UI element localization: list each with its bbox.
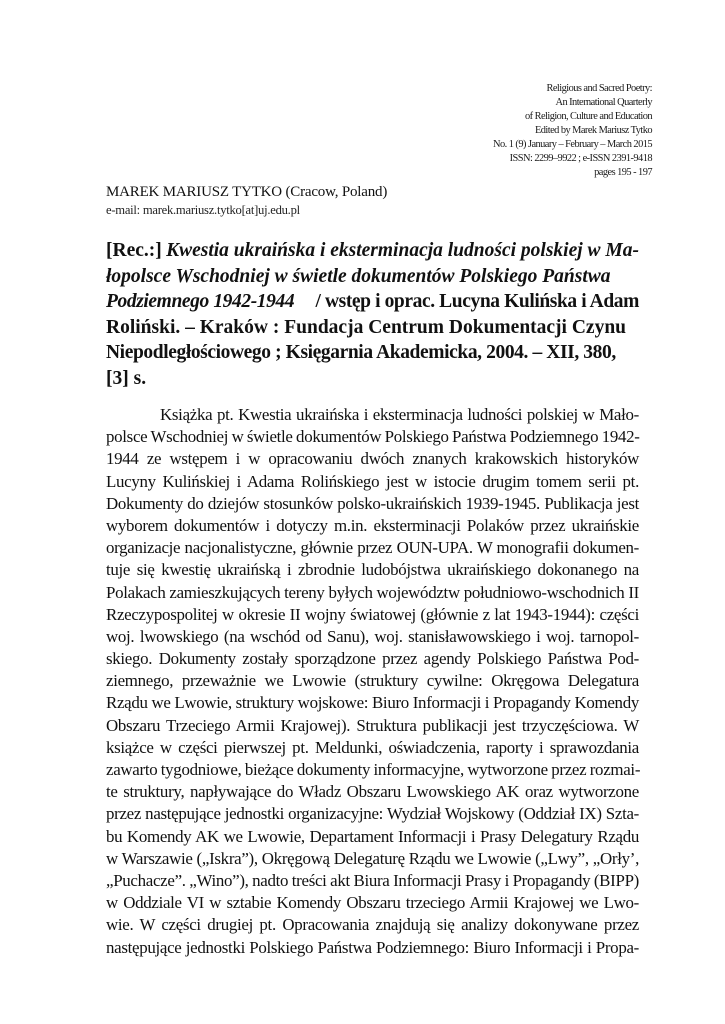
title-italic-text: łopolsce Wschodniej w świetle dokumentów Polskiego Państwa	[106, 265, 611, 287]
body-line: w Oddziale VI w sztabie Komendy Obszaru trzeciego Armii Krajowej we Lwo-	[106, 893, 639, 913]
body-line: 1944 ze wstępem i w opracowaniu dwóch znanych krakowskich historyków	[106, 449, 639, 469]
title-line	[106, 264, 639, 290]
title-italic-text: Podziemnego 1942-1944	[106, 291, 295, 313]
body-line: Lucyny Kulińskiej i Adama Rolińskiego jest w istocie drugim tomem serii pt.	[106, 471, 639, 491]
title-line	[106, 366, 639, 392]
title-text: Niepodległościowego ; Księgarnia Akademicka, 2004. – XII, 380,	[106, 342, 616, 364]
body-line: Obszaru Trzeciego Armii Krajowej). Struktura publikacji jest trzyczęściowa. W	[106, 715, 639, 735]
review-body	[106, 404, 639, 959]
body-line: książce w części pierwszej pt. Meldunki, oświadczenia, raporty i sprawozdania	[106, 737, 639, 757]
title-text: Roliński. – Kraków : Fundacja Centrum Dokumentacji Czynu	[106, 316, 627, 338]
title-line	[106, 340, 639, 366]
journal-header-line: pages 195 - 197	[594, 167, 652, 178]
body-line: Rzeczypospolitej w okresie II wojny światowej (głównie z lat 1943-1944): części	[106, 604, 639, 624]
body-line: bu Komendy AK we Lwowie, Departament Informacji i Prasy Delegatury Rządu	[106, 826, 639, 846]
title-line	[106, 289, 639, 315]
journal-header-line: Edited by Marek Mariusz Tytko	[534, 125, 652, 136]
body-line: przez następujące jednostki organizacyjne: Wydział Wojskowy (Oddział IX) Szta-	[106, 804, 639, 824]
journal-header-line: ISSN: 2299–9922 ; e-ISSN 2391-9418	[509, 153, 652, 164]
title-text: [3] s.	[106, 367, 147, 389]
journal-header	[322, 82, 652, 180]
review-title	[106, 238, 639, 392]
title-line	[106, 238, 639, 264]
author-name: MAREK MARIUSZ TYTKO (Cracow, Poland)	[106, 184, 388, 200]
body-line: te struktury, napływające do Władz Obszaru Lwowskiego AK oraz wytworzone	[106, 782, 639, 802]
body-line: Dokumenty do dziejów stosunków polsko-ukraińskich 1939-1945. Publikacja jest	[106, 493, 639, 513]
author-email: e-mail: marek.mariusz.tytko[at]uj.edu.pl	[106, 203, 300, 217]
body-line: skiego. Dokumenty zostały sporządzone przez agendy Polskiego Państwa Pod-	[106, 649, 639, 669]
body-line: wyborem dokumentów i dotyczy m.in. eksterminacji Polaków przez ukraińskie	[106, 515, 639, 535]
body-line: Rządu we Lwowie, struktury wojskowe: Biuro Informacji i Propagandy Komendy	[106, 693, 639, 713]
title-text: / wstęp i oprac. Lucyna Kulińska i Adam	[315, 291, 639, 313]
body-line: zawarto tygodniowe, bieżące dokumenty informacyjne, wytworzone przez rozmai-	[106, 760, 641, 779]
title-line	[106, 315, 639, 341]
journal-header-line: Religious and Sacred Poetry:	[546, 83, 652, 94]
title-prefix: [Rec.:]	[106, 240, 162, 261]
body-line: następujące jednostki Polskiego Państwa Podziemnego: Biuro Informacji i Propa-	[106, 937, 639, 957]
journal-header-line: No. 1 (9) January – February – March 2015	[493, 139, 652, 150]
body-line: tuje się kwestię ukraińską i zbrodnie ludobójstwa ukraińskiego dokonanego na	[106, 560, 639, 580]
body-line: woj. lwowskiego (na wschód od Sanu), woj. stanisławowskiego i woj. tarnopol-	[106, 626, 639, 646]
body-line: Polakach zamieszkujących tereny byłych województw południowo-wschodnich II	[106, 582, 639, 602]
journal-header-line: of Religion, Culture and Education	[524, 111, 652, 122]
body-line: „Puchacze”. „Wino”), nadto treści akt Biura Informacji Prasy i Propagandy (BIPP)	[106, 870, 639, 890]
body-line: organizacje nacjonalistyczne, głównie przez OUN-UPA. W monografii dokumen-	[106, 538, 639, 558]
body-line: polsce Wschodniej w świetle dokumentów Polskiego Państwa Podziemnego 1942-	[106, 427, 640, 447]
journal-header-line: An International Quarterly	[555, 97, 652, 108]
body-line: ziemnego, przeważnie we Lwowie (struktury cywilne: Okręgowa Delegatura	[106, 671, 639, 691]
body-line: w Warszawie („Iskra”), Okręgową Delegaturę Rządu we Lwowie („Lwy”, „Orły’,	[106, 848, 639, 868]
body-line: wie. W części drugiej pt. Opracowania znajdują się analizy dokonywane przez	[106, 915, 639, 935]
title-italic-text: Kwestia ukraińska i eksterminacja ludności polskiej w Ma-	[166, 240, 639, 261]
body-line: Książka pt. Kwestia ukraińska i eksterminacja ludności polskiej w Mało-	[160, 405, 639, 424]
